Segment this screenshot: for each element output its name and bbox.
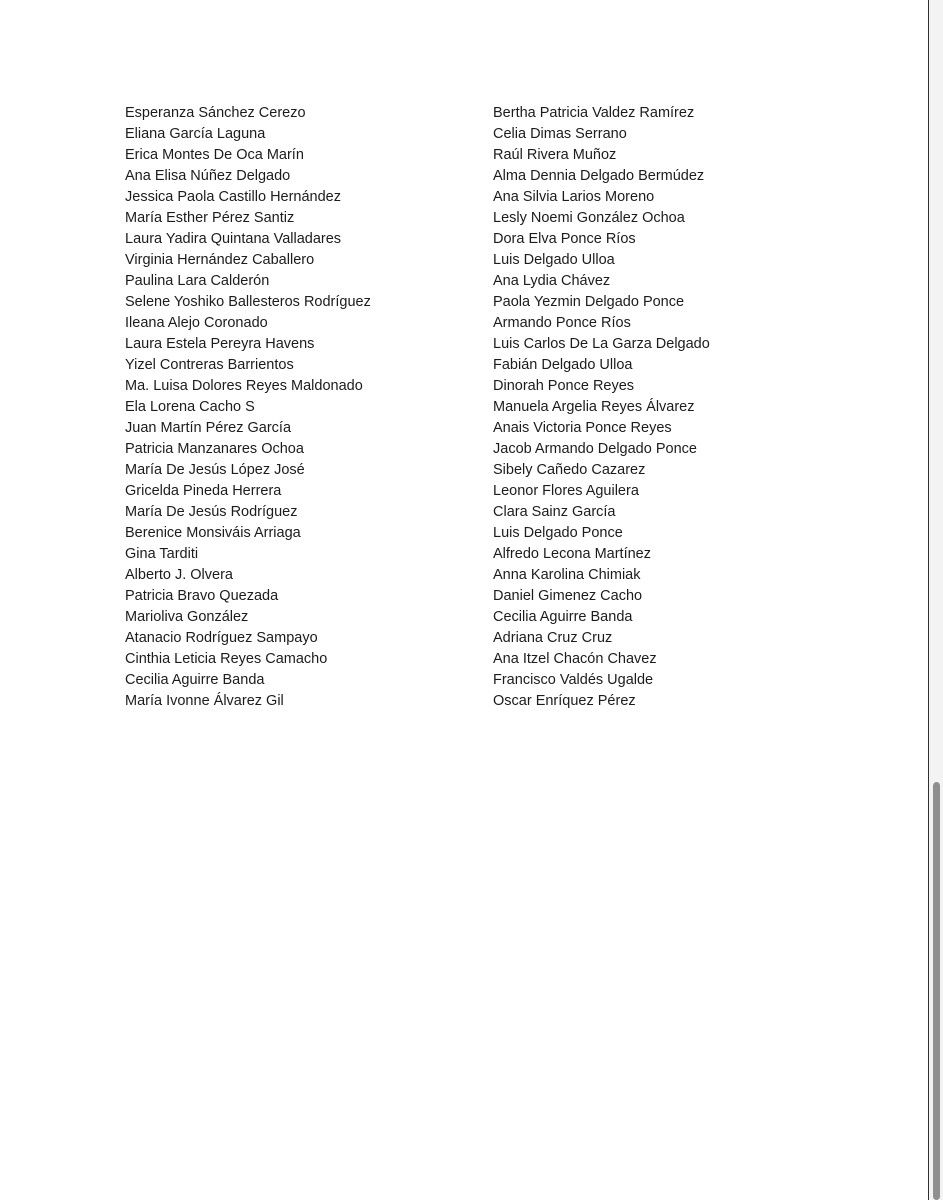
signatory-name: Dinorah Ponce Reyes [493, 378, 635, 394]
signatory-name: Fabián Delgado Ulloa [493, 357, 633, 373]
signatory-name: Raúl Rivera Muñoz [493, 147, 617, 163]
signatory-name: Erica Montes De Oca Marín [125, 147, 304, 163]
signatory-name: Atanacio Rodríguez Sampayo [125, 630, 318, 646]
signatory-name: Adriana Cruz Cruz [493, 630, 613, 646]
signatory-name: Laura Yadira Quintana Valladares [125, 231, 342, 247]
signatory-name: Luis Delgado Ponce [493, 525, 623, 541]
signatory-name: Laura Estela Pereyra Havens [125, 336, 315, 352]
signatory-name: María De Jesús López José [125, 462, 305, 478]
signatory-name: Cinthia Leticia Reyes Camacho [125, 651, 328, 667]
signatory-name: Luis Delgado Ulloa [493, 252, 615, 268]
signatory-name: Alberto J. Olvera [125, 567, 233, 583]
signatory-name: Armando Ponce Ríos [493, 315, 631, 331]
signatory-name: Sibely Cañedo Cazarez [493, 462, 646, 478]
signatory-name: Yizel Contreras Barrientos [125, 357, 294, 373]
signatory-name: María Ivonne Álvarez Gil [125, 693, 284, 709]
signatory-name: Jessica Paola Castillo Hernández [125, 189, 341, 205]
signatory-name: Juan Martín Pérez García [125, 420, 292, 436]
signatory-name: Manuela Argelia Reyes Álvarez [493, 399, 695, 415]
signatory-name: Celia Dimas Serrano [493, 126, 627, 142]
signatory-name: Luis Carlos De La Garza Delgado [493, 336, 710, 352]
signatory-name: Eliana García Laguna [125, 126, 266, 142]
signatory-name: María Esther Pérez Santiz [125, 210, 295, 226]
signatory-name: Daniel Gimenez Cacho [493, 588, 643, 604]
signatory-name: Berenice Monsiváis Arriaga [125, 525, 301, 541]
signatory-name: Ileana Alejo Coronado [125, 315, 268, 331]
signatory-name: Bertha Patricia Valdez Ramírez [493, 105, 695, 121]
signatory-name: Ma. Luisa Dolores Reyes Maldonado [125, 378, 363, 394]
signatory-name: Marioliva González [125, 609, 249, 625]
vertical-scrollbar[interactable] [929, 0, 943, 1200]
signatory-name: Cecilia Aguirre Banda [493, 609, 633, 625]
signatory-name: Ana Elisa Núñez Delgado [125, 168, 291, 184]
signatory-name: Gina Tarditi [125, 546, 199, 562]
signatory-name: Paola Yezmin Delgado Ponce [493, 294, 685, 310]
signatory-name: Anna Karolina Chimiak [493, 567, 641, 583]
signatory-name: Francisco Valdés Ugalde [493, 672, 654, 688]
signatory-name: Clara Sainz García [493, 504, 616, 520]
scrollbar-thumb[interactable] [933, 782, 940, 1200]
signatory-name: Gricelda Pineda Herrera [125, 483, 282, 499]
signatory-name: Paulina Lara Calderón [125, 273, 270, 289]
signatories-left-column [125, 103, 371, 712]
signatory-name: Alfredo Lecona Martínez [493, 546, 651, 562]
signatory-name: Ana Lydia Chávez [493, 273, 611, 289]
signatories-right-column [493, 103, 710, 712]
signatory-name: Leonor Flores Aguilera [493, 483, 639, 499]
signatory-name: Cecilia Aguirre Banda [125, 672, 265, 688]
signatory-name: Esperanza Sánchez Cerezo [125, 105, 306, 121]
signatory-name: Virginia Hernández Caballero [125, 252, 315, 268]
signatory-name: Selene Yoshiko Ballesteros Rodríguez [125, 294, 371, 310]
signatory-name: Patricia Manzanares Ochoa [125, 441, 304, 457]
signatory-name: Dora Elva Ponce Ríos [493, 231, 636, 247]
signatory-name: Ela Lorena Cacho S [125, 399, 255, 415]
signatory-name: Patricia Bravo Quezada [125, 588, 279, 604]
signatory-name: Anais Victoria Ponce Reyes [493, 420, 672, 436]
signatory-name: Ana Silvia Larios Moreno [493, 189, 655, 205]
signatory-name: Jacob Armando Delgado Ponce [493, 441, 697, 457]
signatory-name: Lesly Noemi González Ochoa [493, 210, 685, 226]
signatory-name: Alma Dennia Delgado Bermúdez [493, 168, 705, 184]
signatory-name: Oscar Enríquez Pérez [493, 693, 636, 709]
signatory-name: María De Jesús Rodríguez [125, 504, 298, 520]
signatory-name: Ana Itzel Chacón Chavez [493, 651, 657, 667]
